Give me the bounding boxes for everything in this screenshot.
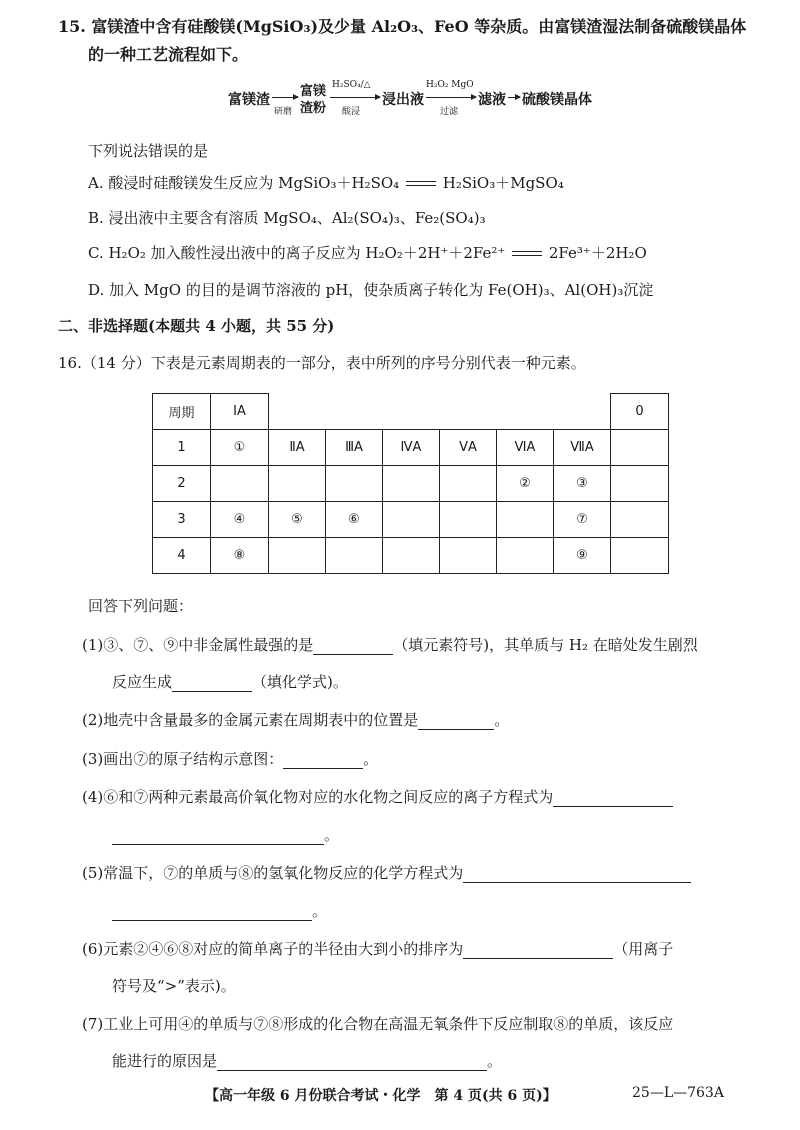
answer-blank[interactable] [418, 715, 494, 730]
cell-empty [611, 430, 669, 466]
part7-end: 。 [487, 1052, 503, 1070]
cell-period: 2 [153, 466, 211, 502]
flow-leach: 浸出液 [382, 92, 424, 108]
part6-text-b: （用离子 [613, 940, 674, 958]
flow-step2-top: H₂SO₄/△ [332, 80, 371, 90]
cell-element: ④ [211, 502, 269, 538]
cell-element: ② [497, 466, 554, 502]
q16-part6-line2: 符号及“>”表示)。 [112, 977, 236, 995]
cell-element [611, 466, 669, 502]
flow-step3-top: H₂O₂ MgO [426, 80, 474, 90]
equals-sign-icon [404, 181, 438, 187]
answer-prompt: 回答下列问题： [88, 597, 194, 615]
cell-group-label: ⅦA [554, 430, 611, 466]
part5-text: (5)常温下，⑦的单质与⑧的氢氧化物反应的化学方程式为 [82, 864, 464, 882]
q16-part4-line2 [112, 824, 339, 845]
q16-intro: 16.（14 分）下表是元素周期表的一部分，表中所列的序号分别代表一种元素。 [58, 354, 586, 372]
q16-part2 [82, 709, 509, 730]
q16-part5-line2 [112, 900, 327, 921]
q15-option-b: B. 浸出液中主要含有溶质 MgSO₄、Al₂(SO₄)₃、Fe₂(SO₄)₃ [88, 209, 486, 227]
q16-part4-line1 [82, 786, 673, 807]
cell-element: ⑥ [326, 502, 383, 538]
q16-part3 [82, 748, 378, 769]
cell-element [497, 502, 554, 538]
part3-text: (3)画出⑦的原子结构示意图： [82, 750, 284, 768]
answer-blank[interactable] [112, 830, 324, 845]
flow-arrow-1 [272, 97, 298, 98]
cell-element [611, 502, 669, 538]
header-group-0: 0 [611, 394, 669, 430]
equals-sign-icon [510, 251, 544, 257]
cell-element [440, 466, 497, 502]
answer-blank[interactable] [553, 792, 673, 807]
answer-blank[interactable] [172, 677, 252, 692]
process-flow-diagram [228, 78, 592, 117]
q16-part5-line1 [82, 862, 691, 883]
answer-blank[interactable] [463, 868, 691, 883]
cell-element: ⑨ [554, 538, 611, 574]
answer-blank[interactable] [313, 640, 393, 655]
footer-page-info: 【高一年级 6 月份联合考试・化学 第 4 页(共 6 页)】 [205, 1088, 557, 1104]
cell-period: 1 [153, 430, 211, 466]
answer-blank[interactable] [283, 754, 363, 769]
part2-text: (2)地壳中含量最多的金属元素在周期表中的位置是 [82, 711, 419, 729]
q15-option-a [88, 172, 564, 193]
cell-period: 4 [153, 538, 211, 574]
option-a-left: A. 酸浸时硅酸镁发生反应为 MgSiO₃＋H₂SO₄ [88, 174, 400, 192]
part4-end: 。 [324, 826, 340, 844]
q15-stem-line2: 的一种工艺流程如下。 [88, 45, 249, 64]
cell-element: ⑤ [269, 502, 326, 538]
q16-part7-line1: (7)工业上可用④的单质与⑦⑧形成的化合物在高温无氧条件下反应制取⑧的单质，该反应 [82, 1015, 674, 1033]
cell-element: ⑦ [554, 502, 611, 538]
part3-end: 。 [363, 750, 379, 768]
cell-element [440, 538, 497, 574]
part4-text: (4)⑥和⑦两种元素最高价氧化物对应的水化物之间反应的离子方程式为 [82, 788, 554, 806]
flow-arrow-3 [426, 97, 476, 98]
q16-part7-line2 [112, 1050, 502, 1071]
table-row [153, 502, 669, 538]
part6-text-a: (6)元素②④⑥⑧对应的简单离子的半径由大到小的排序为 [82, 940, 464, 958]
q16-part6-line1 [82, 938, 673, 959]
q15-option-c [88, 242, 647, 263]
footer-exam-code: 25—L—763A [632, 1085, 724, 1101]
cell-element [440, 502, 497, 538]
table-header-row [153, 394, 669, 430]
part1-text-b: （填元素符号)，其单质与 H₂ 在暗处发生剧烈 [393, 636, 698, 654]
option-c-left: C. H₂O₂ 加入酸性浸出液中的离子反应为 H₂O₂＋2H⁺＋2Fe²⁺ [88, 244, 506, 262]
part1-text-c: 反应生成 [112, 673, 173, 691]
flow-powder-bottom: 渣粉 [300, 101, 327, 116]
q15-option-d: D. 加入 MgO 的目的是调节溶液的 pH，使杂质离子转化为 Fe(OH)₃、Al(OH)₃沉淀 [88, 281, 654, 299]
flow-step2-bottom: 酸浸 [342, 107, 361, 117]
table-row [153, 538, 669, 574]
cell-group-label: ⅢA [326, 430, 383, 466]
part2-end: 。 [494, 711, 510, 729]
table-gap [269, 394, 611, 430]
cell-element: ⑧ [211, 538, 269, 574]
answer-blank[interactable] [217, 1056, 487, 1071]
q16-part1-line2 [112, 671, 348, 692]
cell-element: ③ [554, 466, 611, 502]
flow-arrow-4 [508, 97, 520, 98]
table-row [153, 430, 669, 466]
cell-element [269, 538, 326, 574]
part7-text-b: 能进行的原因是 [112, 1052, 218, 1070]
flow-step3-bottom: 过滤 [440, 107, 459, 117]
cell-period: 3 [153, 502, 211, 538]
answer-blank[interactable] [112, 906, 312, 921]
flow-filtrate: 滤液 [478, 92, 506, 108]
cell-element [269, 466, 326, 502]
cell-element [383, 538, 440, 574]
cell-element [211, 466, 269, 502]
cell-element [326, 538, 383, 574]
option-c-right: 2Fe³⁺＋2H₂O [548, 244, 647, 262]
cell-element [497, 538, 554, 574]
cell-element: ① [211, 430, 269, 466]
flow-powder-top: 富镁 [300, 84, 327, 99]
cell-group-label: ⅥA [497, 430, 554, 466]
part5-end: 。 [312, 902, 328, 920]
flow-step1-bottom: 研磨 [274, 107, 293, 117]
cell-group-label: ⅣA [383, 430, 440, 466]
section-heading: 二、非选择题(本题共 4 小题，共 55 分) [58, 317, 335, 335]
part1-text-d: （填化学式)。 [252, 673, 348, 691]
flow-arrow-2 [330, 97, 380, 98]
cell-element [611, 538, 669, 574]
cell-element [383, 466, 440, 502]
q15-stem-line1: 15. 富镁渣中含有硅酸镁(MgSiO₃)及少量 Al₂O₃、FeO 等杂质。由富镁渣湿法制备硫酸镁晶体 [58, 17, 747, 36]
flow-product: 硫酸镁晶体 [522, 92, 592, 108]
q15-prompt: 下列说法错误的是 [88, 142, 209, 160]
header-period: 周期 [153, 394, 211, 430]
cell-element [383, 502, 440, 538]
cell-group-label: ⅡA [269, 430, 326, 466]
answer-blank[interactable] [463, 944, 613, 959]
cell-group-label: ⅤA [440, 430, 497, 466]
table-row [153, 466, 669, 502]
periodic-table [152, 393, 669, 574]
part1-text-a: (1)③、⑦、⑨中非金属性最强的是 [82, 636, 314, 654]
header-group-1a: ⅠA [211, 394, 269, 430]
cell-element [326, 466, 383, 502]
q16-part1-line1 [82, 634, 698, 655]
flow-start: 富镁渣 [228, 92, 270, 108]
option-a-right: H₂SiO₃＋MgSO₄ [442, 174, 564, 192]
